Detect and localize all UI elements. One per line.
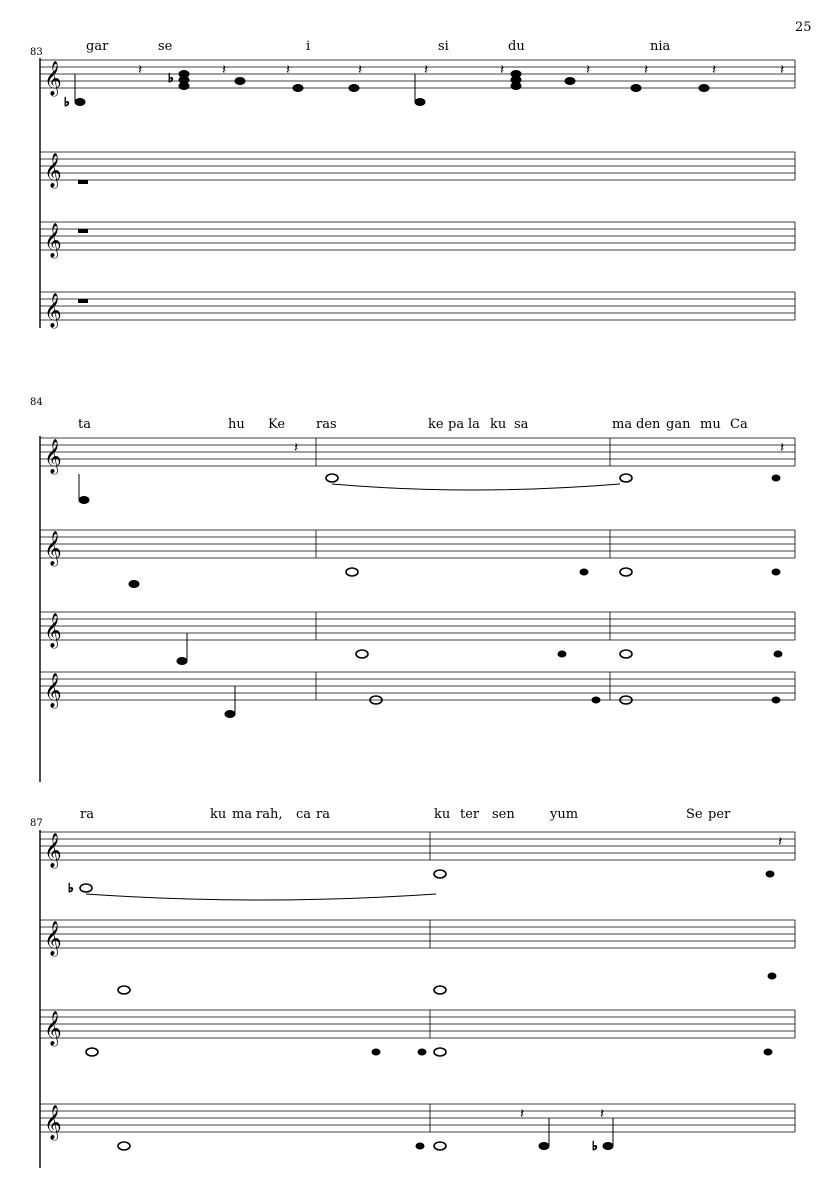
lyric-syllable: ku xyxy=(490,417,507,432)
lyric-syllable: pa xyxy=(448,417,465,432)
lyric-syllable: ca xyxy=(296,807,312,822)
svg-text:𝄽: 𝄽 xyxy=(780,62,785,78)
svg-text:♭: ♭ xyxy=(68,881,74,895)
notes-voice xyxy=(79,474,780,504)
svg-text:♭: ♭ xyxy=(592,1139,598,1153)
treble-clef-icon: 𝄞 xyxy=(44,153,62,188)
lyric-syllable: Se xyxy=(686,807,703,822)
staff-voice xyxy=(40,438,795,466)
staff-instrument-3 xyxy=(40,612,795,640)
lyrics-line xyxy=(80,807,731,822)
svg-text:𝄽: 𝄽 xyxy=(222,62,227,78)
lyric-syllable: hu xyxy=(228,417,245,432)
lyric-syllable: si xyxy=(438,39,449,54)
lyric-syllable: mu xyxy=(700,417,721,432)
svg-text:𝄽: 𝄽 xyxy=(644,62,649,78)
treble-clef-icon: 𝄞 xyxy=(44,833,62,868)
lyric-syllable: ku xyxy=(434,807,451,822)
notes-instrument-3 xyxy=(86,1048,772,1056)
lyric-syllable: ra xyxy=(316,807,330,822)
lyric-syllable: ma xyxy=(612,417,633,432)
treble-clef-icon: 𝄞 xyxy=(44,1105,62,1140)
svg-text:𝄽: 𝄽 xyxy=(286,62,291,78)
system-3 xyxy=(30,807,795,1168)
lyric-syllable: yum xyxy=(550,807,579,822)
notes-instrument-4 xyxy=(225,686,780,718)
treble-clef-icon: 𝄞 xyxy=(44,223,62,258)
rests-voice xyxy=(138,62,784,78)
lyric-syllable: rah, xyxy=(256,807,283,822)
measure-number: 83 xyxy=(30,47,43,58)
lyric-syllable: Ke xyxy=(268,417,286,432)
system-1 xyxy=(30,39,795,329)
lyric-syllable: den xyxy=(636,417,661,432)
rest: 𝄽 xyxy=(600,1106,605,1122)
staff-instrument-4 xyxy=(40,672,795,700)
treble-clef-icon: 𝄞 xyxy=(44,673,62,708)
lyric-syllable: gan xyxy=(666,417,691,432)
staff-instrument-2 xyxy=(40,920,795,948)
notes-instrument-3 xyxy=(177,633,782,665)
page-number: 25 xyxy=(795,20,812,35)
svg-text:♭: ♭ xyxy=(64,95,70,109)
lyrics-line xyxy=(86,39,671,54)
notes-instrument-2 xyxy=(129,568,780,588)
lyric-syllable: ku xyxy=(210,807,227,822)
staff-instrument-2 xyxy=(40,152,795,180)
lyric-syllable: ma xyxy=(232,807,253,822)
lyric-syllable: sen xyxy=(492,807,515,822)
lyric-syllable: per xyxy=(708,807,731,822)
svg-text:𝄽: 𝄽 xyxy=(500,62,505,78)
lyric-syllable: du xyxy=(508,39,525,54)
rest: 𝄽 xyxy=(780,440,785,456)
rest: 𝄽 xyxy=(294,440,299,456)
lyric-syllable: i xyxy=(306,39,311,54)
treble-clef-icon: 𝄞 xyxy=(44,61,62,96)
svg-text:♭: ♭ xyxy=(168,71,174,85)
staff-instrument-3 xyxy=(40,1010,795,1038)
lyric-syllable: se xyxy=(158,39,173,54)
system-2 xyxy=(30,397,795,782)
treble-clef-icon: 𝄞 xyxy=(44,1011,62,1046)
lyric-syllable: nia xyxy=(650,39,671,54)
lyric-syllable: gar xyxy=(86,39,109,54)
svg-text:𝄽: 𝄽 xyxy=(138,62,143,78)
lyric-syllable: ta xyxy=(78,417,91,432)
svg-text:𝄽: 𝄽 xyxy=(424,62,429,78)
lyric-syllable: ra xyxy=(80,807,94,822)
lyric-syllable: ter xyxy=(460,807,480,822)
staff-voice xyxy=(40,60,795,88)
whole-rest xyxy=(78,299,88,303)
notes-voice xyxy=(68,870,774,900)
notes-voice xyxy=(64,71,709,110)
notes-instrument-4 xyxy=(118,1118,613,1153)
staff-voice xyxy=(40,832,795,860)
lyric-syllable: ke xyxy=(428,417,444,432)
lyric-syllable: sa xyxy=(514,417,529,432)
staff-instrument-4 xyxy=(40,292,795,320)
treble-clef-icon: 𝄞 xyxy=(44,921,62,956)
rest: 𝄽 xyxy=(520,1106,525,1122)
whole-rest xyxy=(78,229,88,233)
whole-rest xyxy=(78,180,88,184)
treble-clef-icon: 𝄞 xyxy=(44,613,62,648)
staff-instrument-2 xyxy=(40,530,795,558)
staff-instrument-3 xyxy=(40,222,795,250)
measure-number: 87 xyxy=(30,818,43,829)
treble-clef-icon: 𝄞 xyxy=(44,531,62,566)
treble-clef-icon: 𝄞 xyxy=(44,439,62,474)
svg-text:𝄽: 𝄽 xyxy=(586,62,591,78)
notes-instrument-2 xyxy=(118,973,776,994)
lyric-syllable: la xyxy=(468,417,480,432)
staff-instrument-4 xyxy=(40,1104,795,1132)
lyric-syllable: ras xyxy=(316,417,337,432)
rest: 𝄽 xyxy=(778,834,783,850)
svg-text:𝄽: 𝄽 xyxy=(712,62,717,78)
lyric-syllable: Ca xyxy=(730,417,748,432)
lyrics-line xyxy=(78,417,748,432)
svg-text:𝄽: 𝄽 xyxy=(358,62,363,78)
measure-number: 84 xyxy=(30,397,43,408)
treble-clef-icon: 𝄞 xyxy=(44,293,62,328)
